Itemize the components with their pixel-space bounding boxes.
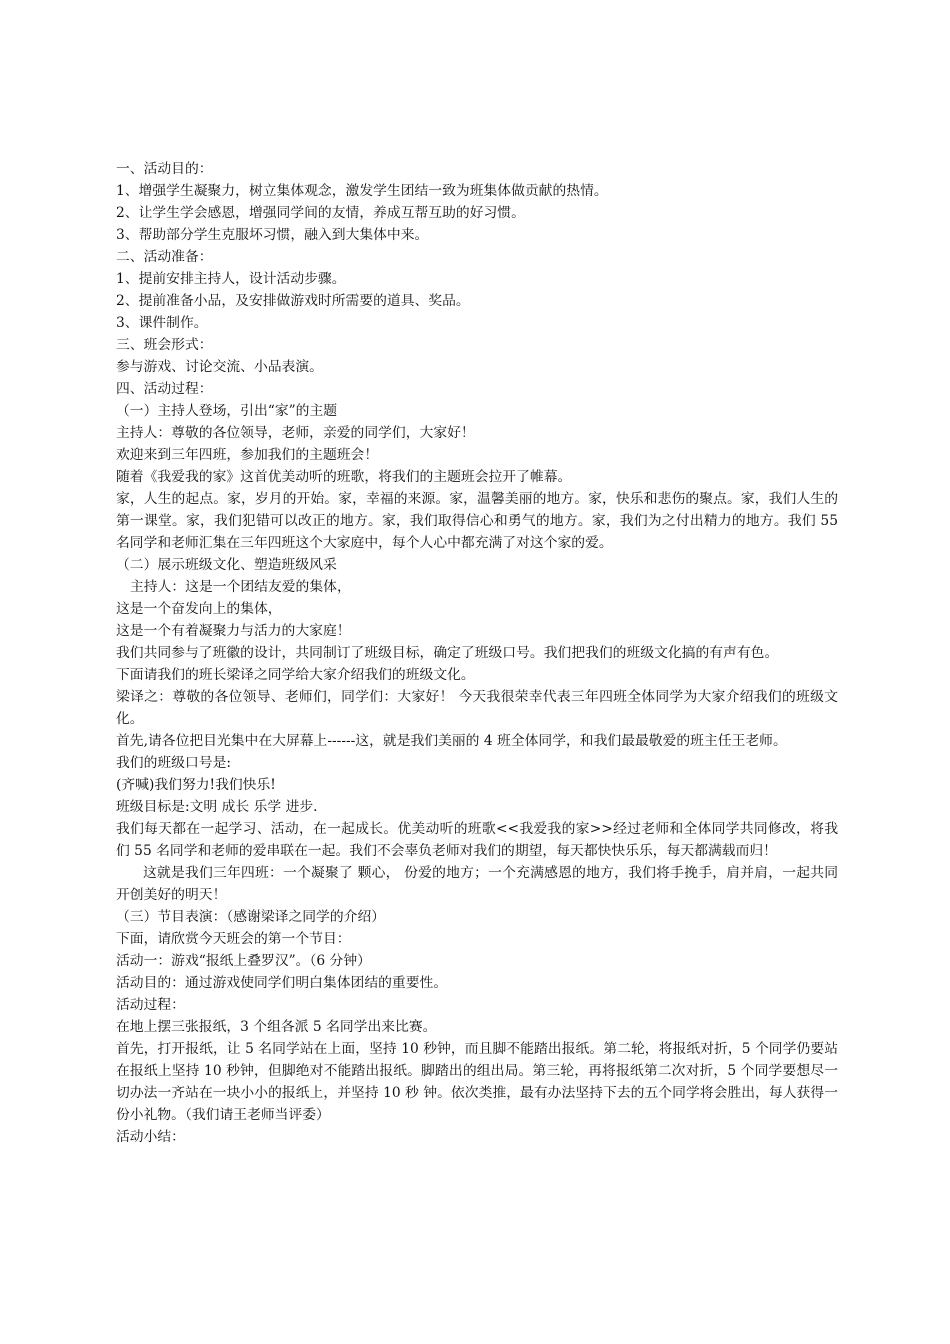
heading-activity-preparation: 二、活动准备： <box>116 249 213 265</box>
daily-life-paragraph: 我们每天都在一起学习、活动，在一起成长。优美动听的班歌<<我爱我的家>>经过老师和全体同学共同修改，将我们 55 名同学和老师的爱串联在一起。我们不会辜负老师对我们的期望，每天都快快乐乐，每天都满载而归！ <box>116 821 838 859</box>
activity-1-process-heading: 活动过程： <box>116 997 185 1013</box>
big-screen-paragraph: 首先,请各位把目光集中在大屏幕上------这，就是我们美丽的 4 班全体同学，和我们最最敬爱的班主任王老师。 <box>116 733 787 749</box>
first-program-line: 下面，请欣赏今天班会的第一个节目： <box>116 931 351 947</box>
liang-speech-paragraph: 梁译之：尊敬的各位领导、老师们，同学们：大家好！ 今天我很荣幸代表三年四班全体同学为大家介绍我们的班级文化。 <box>116 689 838 727</box>
purpose-item-3: 3、帮助部分学生克服坏习惯，融入到大集体中来。 <box>116 227 429 243</box>
collective-line-2: 这是一个奋发向上的集体， <box>116 601 282 617</box>
game-rules-paragraph: 首先，打开报纸，让 5 名同学站在上面，坚持 10 秒钟，而且脚不能踏出报纸。第二轮，将报纸对折，5 个同学仍要站在报纸上坚持 10 秒钟，但脚绝对不能踏出报纸。脚踏出的组出局。第三轮，再将报纸第二次对折，5 个同学要想尽一切办法一齐站在一块小小的报纸上，并坚持 10 秒 钟。依次类推，最有办法坚持下去的五个同学将会胜出，每人获得一份小礼物。（我们请王老师当评委） <box>116 1041 838 1123</box>
collective-line-3: 这是一个有着凝聚力与活力的大家庭！ <box>116 623 351 639</box>
class-goal: 班级目标是:文明 成长 乐学 进步. <box>116 799 318 815</box>
section-1-title: （一）主持人登场，引出“家”的主题 <box>116 403 338 419</box>
heading-activity-process: 四、活动过程： <box>116 381 213 397</box>
class-summary-paragraph: 这就是我们三年四班：一个凝聚了 颗心， 份爱的地方；一个充满感恩的地方，我们将手挽手，肩并肩，一起共同开创美好的明天！ <box>116 865 838 903</box>
purpose-item-1: 1、增强学生凝聚力，树立集体观念，激发学生团结一致为班集体做贡献的热情。 <box>116 183 608 199</box>
document-page <box>116 158 838 1148</box>
section-2-title: （二）展示班级文化、塑造班级风采 <box>116 557 337 573</box>
class-emblem-paragraph: 我们共同参与了班徽的设计，共同制订了班级目标，确定了班级口号。我们把我们的班级文化搞的有声有色。 <box>116 645 779 661</box>
host-collective-line: 主持人：这是一个团结友爱的集体， <box>130 579 351 595</box>
activity-summary-heading: 活动小结： <box>116 1129 185 1145</box>
preparation-item-2: 2、提前准备小品，及安排做游戏时所需要的道具、奖品。 <box>116 293 470 309</box>
preparation-item-3: 3、课件制作。 <box>116 315 208 331</box>
meeting-format-text: 参与游戏、讨论交流、小品表演。 <box>116 359 323 375</box>
activity-1-title: 活动一：游戏“报纸上叠罗汉”。（6 分钟） <box>116 953 371 969</box>
home-paragraph: 家，人生的起点。家，岁月的开始。家，幸福的来源。家，温馨美丽的地方。家，快乐和悲伤的聚点。家，我们人生的第一课堂。家，我们犯错可以改正的地方。家，我们取得信心和勇气的地方。家，我们为之付出精力的地方。我们 55 名同学和老师汇集在三年四班这个大家庭中，每个人心中都充满了对这个家的爱。 <box>116 491 838 551</box>
activity-1-purpose: 活动目的：通过游戏使同学们明白集体团结的重要性。 <box>116 975 448 991</box>
activity-1-setup: 在地上摆三张报纸，3 个组各派 5 名同学出来比赛。 <box>116 1019 437 1035</box>
preparation-item-1: 1、提前安排主持人，设计活动步骤。 <box>116 271 346 287</box>
slogan-text: (齐喊)我们努力!我们快乐! <box>116 777 276 793</box>
host-greeting: 主持人：尊敬的各位领导，老师，亲爱的同学们，大家好！ <box>116 425 475 441</box>
slogan-title: 我们的班级口号是: <box>116 755 232 771</box>
monitor-intro-line: 下面请我们的班长梁译之同学给大家介绍我们的班级文化。 <box>116 667 475 683</box>
class-song-line: 随着《我爱我的家》这首优美动听的班歌，将我们的主题班会拉开了帷幕。 <box>116 469 572 485</box>
welcome-line: 欢迎来到三年四班，参加我们的主题班会！ <box>116 447 379 463</box>
section-3-title: （三）节目表演：（感谢梁译之同学的介绍） <box>116 909 386 925</box>
heading-meeting-format: 三、班会形式： <box>116 337 213 353</box>
heading-activity-purpose: 一、活动目的： <box>116 161 213 177</box>
purpose-item-2: 2、让学生学会感恩，增强同学间的友情，养成互帮互助的好习惯。 <box>116 205 525 221</box>
